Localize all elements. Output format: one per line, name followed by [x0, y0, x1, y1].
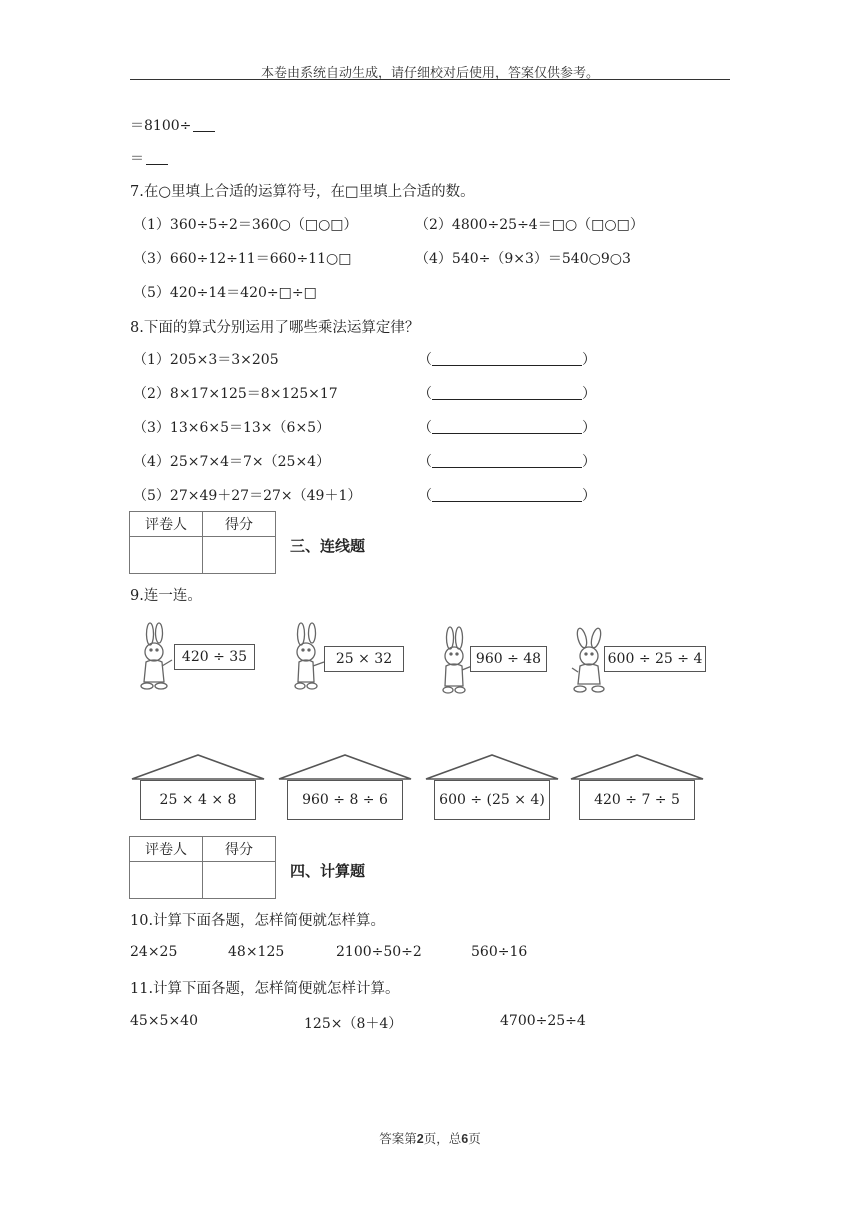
house-roof-icon: [569, 752, 705, 782]
house-roof-icon: [424, 752, 560, 782]
q10-item-2: 48×125: [228, 944, 285, 960]
rabbit-1: [134, 622, 176, 694]
q10-item-1: 24×25: [130, 944, 178, 960]
q8-answer-2: [418, 383, 596, 403]
answer-line[interactable]: [432, 385, 582, 400]
open-paren: （: [418, 488, 432, 504]
section-4-heading: 四、计算题: [290, 863, 366, 880]
grader-header: 评卷人: [130, 512, 203, 537]
house-4: [569, 752, 705, 824]
rabbit-2: [286, 622, 328, 694]
q8-answer-3: [418, 417, 596, 437]
grader-cell[interactable]: [130, 862, 203, 899]
close-paren: ）: [582, 454, 596, 470]
q8-item-1: （1）205×3＝3×205: [133, 352, 279, 368]
q9-title: 9.连一连。: [130, 588, 202, 604]
footer-total-pages: 6: [461, 1132, 469, 1146]
q8-item-2: （2）8×17×125＝8×125×17: [133, 386, 338, 402]
answer-line[interactable]: [432, 419, 582, 434]
continuation-line-1: [130, 115, 215, 135]
q11-item-2: 125×（8＋4）: [304, 1016, 403, 1032]
q10-item-3: 2100÷50÷2: [336, 944, 422, 960]
continuation-text-1: ＝8100÷: [130, 118, 192, 134]
house-label-4[interactable]: 420 ÷ 7 ÷ 5: [579, 780, 695, 820]
section-3-heading: 三、连线题: [290, 538, 366, 555]
grader-header: 评卷人: [130, 837, 203, 862]
house-label-2[interactable]: 960 ÷ 8 ÷ 6: [287, 780, 403, 820]
continuation-text-2: ＝: [130, 151, 144, 167]
q11-title: 11.计算下面各题，怎样简便就怎样计算。: [130, 981, 400, 997]
footer-mid: 页，总: [423, 1131, 462, 1146]
rabbit-icon: [134, 622, 176, 694]
continuation-line-2: [130, 148, 168, 168]
answer-blank[interactable]: [146, 150, 168, 165]
q11-item-3: 4700÷25÷4: [500, 1013, 586, 1029]
q8-title: 8.下面的算式分别运用了哪些乘法运算定律？: [130, 320, 420, 336]
q8-item-3: （3）13×6×5＝13×（6×5）: [133, 420, 331, 436]
q8-item-4: （4）25×7×4＝7×（25×4）: [133, 454, 331, 470]
page-header: 本卷由系统自动生成，请仔细校对后使用，答案仅供参考。: [260, 66, 599, 81]
footer-prefix: 答案第: [379, 1131, 417, 1146]
footer-page-number: 2: [416, 1132, 424, 1146]
q7-item-5: （5）420÷14＝420÷□÷□: [133, 285, 317, 301]
house-3: [424, 752, 560, 824]
answer-line[interactable]: [432, 487, 582, 502]
q8-answer-1: [418, 349, 596, 369]
house-2: [277, 752, 413, 824]
rabbit-sign-2[interactable]: 25 × 32: [324, 646, 404, 672]
house-roof-icon: [277, 752, 413, 782]
q11-item-1: 45×5×40: [130, 1013, 198, 1029]
header-rule: [130, 79, 730, 80]
q10-item-4: 560÷16: [471, 944, 528, 960]
page-footer: [0, 1129, 860, 1147]
answer-line[interactable]: [432, 453, 582, 468]
house-label-3[interactable]: 600 ÷ (25 × 4): [434, 780, 550, 820]
close-paren: ）: [582, 488, 596, 504]
house-label-1[interactable]: 25 × 4 × 8: [140, 780, 256, 820]
score-cell[interactable]: [203, 537, 276, 574]
house-1: [130, 752, 266, 824]
q7-item-4: （4）540÷（9×3）＝540○9○3: [415, 251, 631, 267]
score-cell[interactable]: [203, 862, 276, 899]
score-header: 得分: [203, 512, 276, 537]
close-paren: ）: [582, 420, 596, 436]
house-roof-icon: [130, 752, 266, 782]
score-header: 得分: [203, 837, 276, 862]
rabbit-sign-4[interactable]: 600 ÷ 25 ÷ 4: [604, 646, 706, 672]
q8-answer-5: [418, 485, 596, 505]
close-paren: ）: [582, 386, 596, 402]
footer-suffix: 页: [468, 1131, 481, 1146]
rabbit-icon: [286, 622, 328, 694]
open-paren: （: [418, 386, 432, 402]
score-table-section-4: [129, 836, 276, 899]
answer-blank[interactable]: [193, 117, 215, 132]
open-paren: （: [418, 420, 432, 436]
rabbit-sign-1[interactable]: 420 ÷ 35: [174, 644, 255, 670]
q7-item-2: （2）4800÷25÷4＝□○（□○□）: [415, 217, 644, 233]
rabbit-sign-3[interactable]: 960 ÷ 48: [470, 646, 547, 672]
answer-line[interactable]: [432, 351, 582, 366]
grader-cell[interactable]: [130, 537, 203, 574]
q7-title: 7.在○里填上合适的运算符号，在□里填上合适的数。: [130, 184, 475, 200]
close-paren: ）: [582, 352, 596, 368]
score-table-section-3: [129, 511, 276, 574]
q7-item-1: （1）360÷5÷2＝360○（□○□）: [133, 217, 358, 233]
open-paren: （: [418, 352, 432, 368]
q8-item-5: （5）27×49＋27＝27×（49＋1）: [133, 488, 362, 504]
q7-item-3: （3）660÷12÷11＝660÷11○□: [133, 251, 352, 267]
open-paren: （: [418, 454, 432, 470]
q10-title: 10.计算下面各题，怎样简便就怎样算。: [130, 913, 386, 929]
q8-answer-4: [418, 451, 596, 471]
